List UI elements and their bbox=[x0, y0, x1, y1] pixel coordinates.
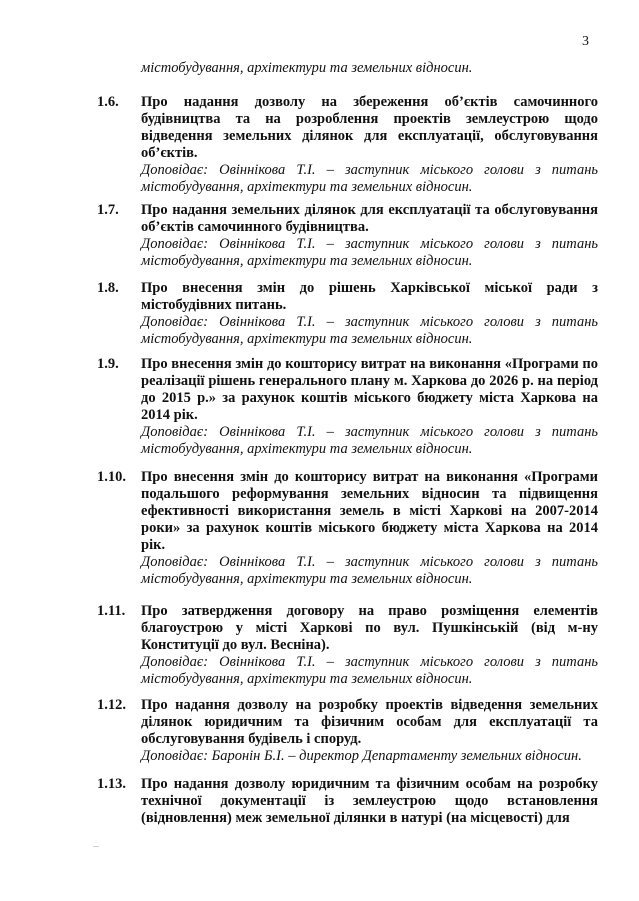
continuation-text: містобудування, архітектури та земельних відносин. bbox=[141, 60, 473, 76]
item-title: Про надання дозволу на збереження об’єктів самочинного будівництва та на розроблення проектів землеустрою щодо відведення земельних ділянок для експлуатації, обслуговування об’єктів. bbox=[141, 94, 598, 161]
item-body bbox=[141, 469, 598, 588]
scan-artifact bbox=[93, 846, 99, 847]
item-title: Про затвердження договору на право розміщення елементів благоустрою у місті Харкові по вул. Пушкінській (від м-ну Конституції до вул. Весніна). bbox=[141, 603, 598, 653]
item-title: Про внесення змін до кошторису витрат на виконання «Програми подальшого реформування земельних відносин та підвищення ефективності використання земель в місті Харкові на 2007-2014 роки» за рахунок коштів міського бюджету міста Харкова на 2014 рік. bbox=[141, 469, 598, 553]
item-number: 1.13. bbox=[97, 776, 126, 792]
item-speaker: Доповідає: Баронін Б.І. – директор Департаменту земельних відносин. bbox=[141, 748, 582, 764]
item-title: Про внесення змін до кошторису витрат на виконання «Програми по реалізації рішень генерального плану м. Харкова до 2026 р. на період до 2015 р.» за рахунок коштів міського бюджету міста Харкова на 2014 рік. bbox=[141, 356, 598, 423]
item-title: Про надання дозволу юридичним та фізичним особам на розробку технічної документації із землеустрою щодо встановлення (відновлення) меж земельної ділянки в натурі (на місцевості) для bbox=[141, 776, 598, 826]
item-body bbox=[141, 356, 598, 458]
item-title: Про надання дозволу на розробку проектів відведення земельних ділянок юридичним та фізичним особам для експлуатації та обслуговування будівель і споруд. bbox=[141, 697, 598, 747]
item-speaker: Доповідає: Овіннікова Т.І. – заступник міського голови з питань містобудування, архітектури та земельних відносин. bbox=[141, 654, 598, 687]
item-title: Про внесення змін до рішень Харківської міської ради з містобудівних питань. bbox=[141, 280, 598, 313]
item-body bbox=[141, 202, 598, 270]
item-number: 1.8. bbox=[97, 280, 119, 296]
item-number: 1.11. bbox=[97, 603, 126, 619]
item-body bbox=[141, 280, 598, 348]
item-body bbox=[141, 94, 598, 196]
item-body bbox=[141, 603, 598, 688]
item-number: 1.9. bbox=[97, 356, 119, 372]
item-number: 1.6. bbox=[97, 94, 119, 110]
item-speaker: Доповідає: Овіннікова Т.І. – заступник міського голови з питань містобудування, архітектури та земельних відносин. bbox=[141, 236, 598, 269]
item-number: 1.7. bbox=[97, 202, 119, 218]
item-body bbox=[141, 776, 598, 827]
page-number: 3 bbox=[582, 34, 589, 49]
item-speaker: Доповідає: Овіннікова Т.І. – заступник міського голови з питань містобудування, архітектури та земельних відносин. bbox=[141, 554, 598, 587]
item-speaker: Доповідає: Овіннікова Т.І. – заступник міського голови з питань містобудування, архітектури та земельних відносин. bbox=[141, 162, 598, 195]
item-title: Про надання земельних ділянок для експлуатації та обслуговування об’єктів самочинного будівництва. bbox=[141, 202, 598, 235]
item-speaker: Доповідає: Овіннікова Т.І. – заступник міського голови з питань містобудування, архітектури та земельних відносин. bbox=[141, 314, 598, 347]
item-body bbox=[141, 697, 598, 765]
item-number: 1.10. bbox=[97, 469, 126, 485]
item-number: 1.12. bbox=[97, 697, 126, 713]
item-speaker: Доповідає: Овіннікова Т.І. – заступник міського голови з питань містобудування, архітектури та земельних відносин. bbox=[141, 424, 598, 457]
